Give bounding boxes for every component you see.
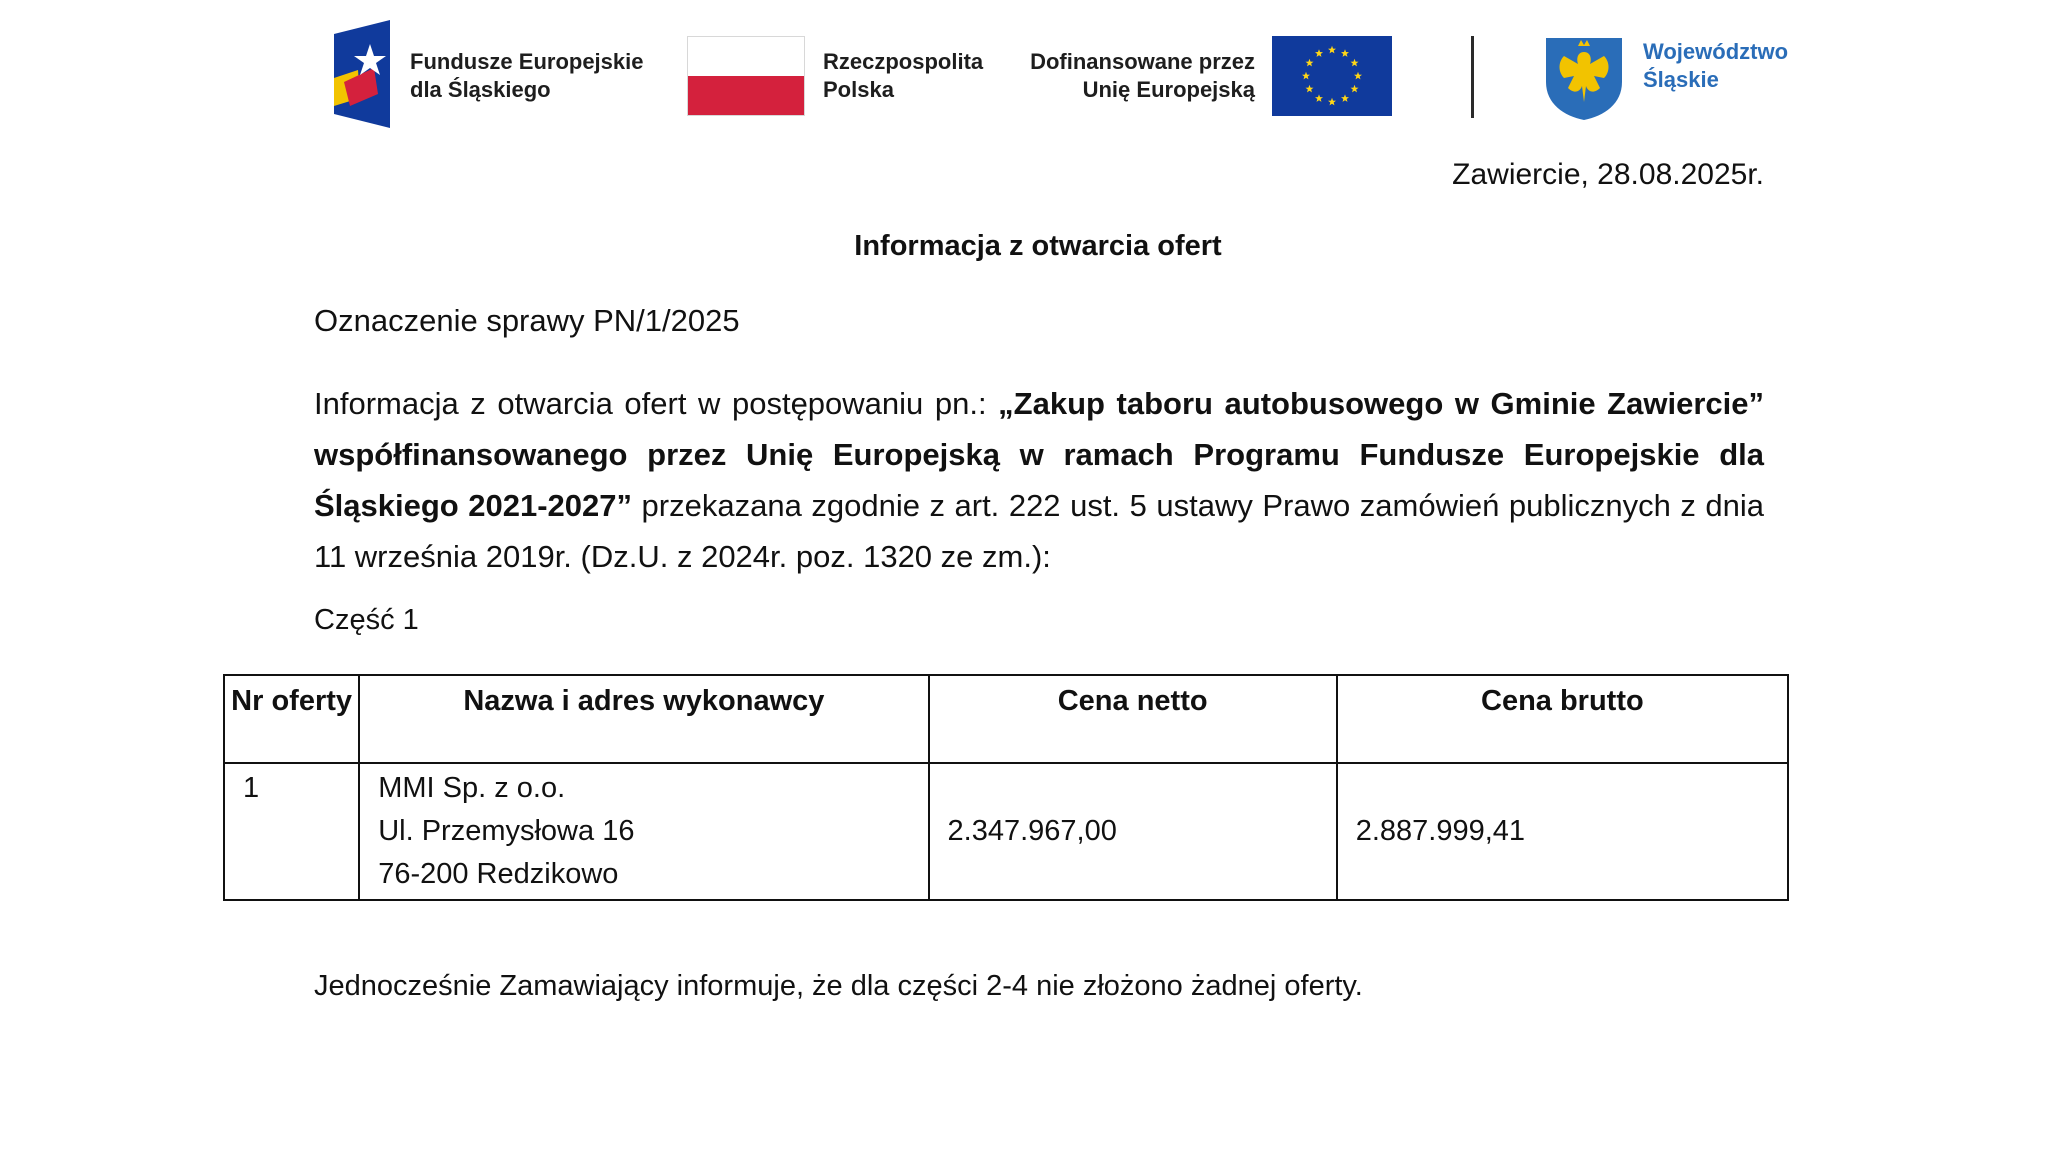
gross-price-cell: 2.887.999,41 — [1337, 763, 1788, 900]
table-header-row — [224, 675, 1788, 763]
eu-logo-line2: Unię Europejską — [1082, 77, 1255, 102]
wojewodztwo-slaskie-text — [1643, 38, 1788, 94]
header-contractor: Nazwa i adres wykonawcy — [359, 675, 928, 763]
pl-logo-line2: Polska — [823, 77, 894, 102]
legal-basis: przekazana zgodnie z art. 222 ust. 5 ustawy Prawo zamówień publicznych z dnia 11 września 2019r. (Dz.U. z 2024r. poz. 1320 ze zm.): — [314, 488, 1764, 574]
fe-logo-line2: dla Śląskiego — [410, 77, 551, 102]
rzeczpospolita-logo-text — [823, 48, 983, 104]
case-reference: Oznaczenie sprawy PN/1/2025 — [314, 303, 740, 338]
document-title: Informacja z otwarcia ofert — [854, 230, 1222, 262]
contractor-name: MMI Sp. z o.o. — [378, 772, 566, 804]
contractor-street: Ul. Przemysłowa 16 — [378, 815, 635, 847]
main-paragraph — [314, 378, 1764, 582]
fundusze-europejskie-logo-text — [410, 48, 644, 104]
offer-number-cell: 1 — [224, 763, 359, 900]
silesian-eagle-icon — [1544, 36, 1624, 120]
woj-logo-line2: Śląskie — [1643, 67, 1719, 92]
document-date: Zawiercie, 28.08.2025r. — [1452, 158, 1764, 191]
header-divider — [1471, 36, 1474, 118]
footer-note: Jednocześnie Zamawiający informuje, że dla części 2-4 nie złożono żadnej oferty. — [314, 970, 1363, 1002]
cofinancing-statement: współfinansowanego przez Unię Europejską w ramach Programu Fundusze Europejskie dla Śląskiego 2021-2027” — [314, 437, 1764, 523]
contractor-city: 76-200 Redzikowo — [378, 858, 619, 890]
logo-header — [0, 0, 2048, 140]
eu-flag-icon — [1272, 36, 1392, 116]
polish-flag-icon — [687, 36, 805, 116]
net-price-cell: 2.347.967,00 — [929, 763, 1337, 900]
offers-table — [223, 674, 1789, 901]
header-net-price: Cena netto — [929, 675, 1337, 763]
pl-logo-line1: Rzeczpospolita — [823, 49, 984, 74]
eu-cofinancing-text — [1025, 48, 1255, 104]
table-row — [224, 763, 1788, 900]
woj-logo-line1: Województwo — [1643, 39, 1789, 64]
header-offer-number: Nr oferty — [224, 675, 359, 763]
fundusze-europejskie-logo-icon — [334, 20, 404, 128]
contractor-cell — [359, 763, 928, 900]
eu-logo-line1: Dofinansowane przez — [1030, 49, 1255, 74]
paragraph-intro: Informacja z otwarcia ofert w postępowaniu pn.: — [314, 386, 999, 421]
header-gross-price: Cena brutto — [1337, 675, 1788, 763]
procurement-name: „Zakup taboru autobusowego w Gminie Zawiercie” — [998, 386, 1764, 421]
fe-logo-line1: Fundusze Europejskie — [410, 49, 644, 74]
part-label: Część 1 — [314, 604, 419, 636]
